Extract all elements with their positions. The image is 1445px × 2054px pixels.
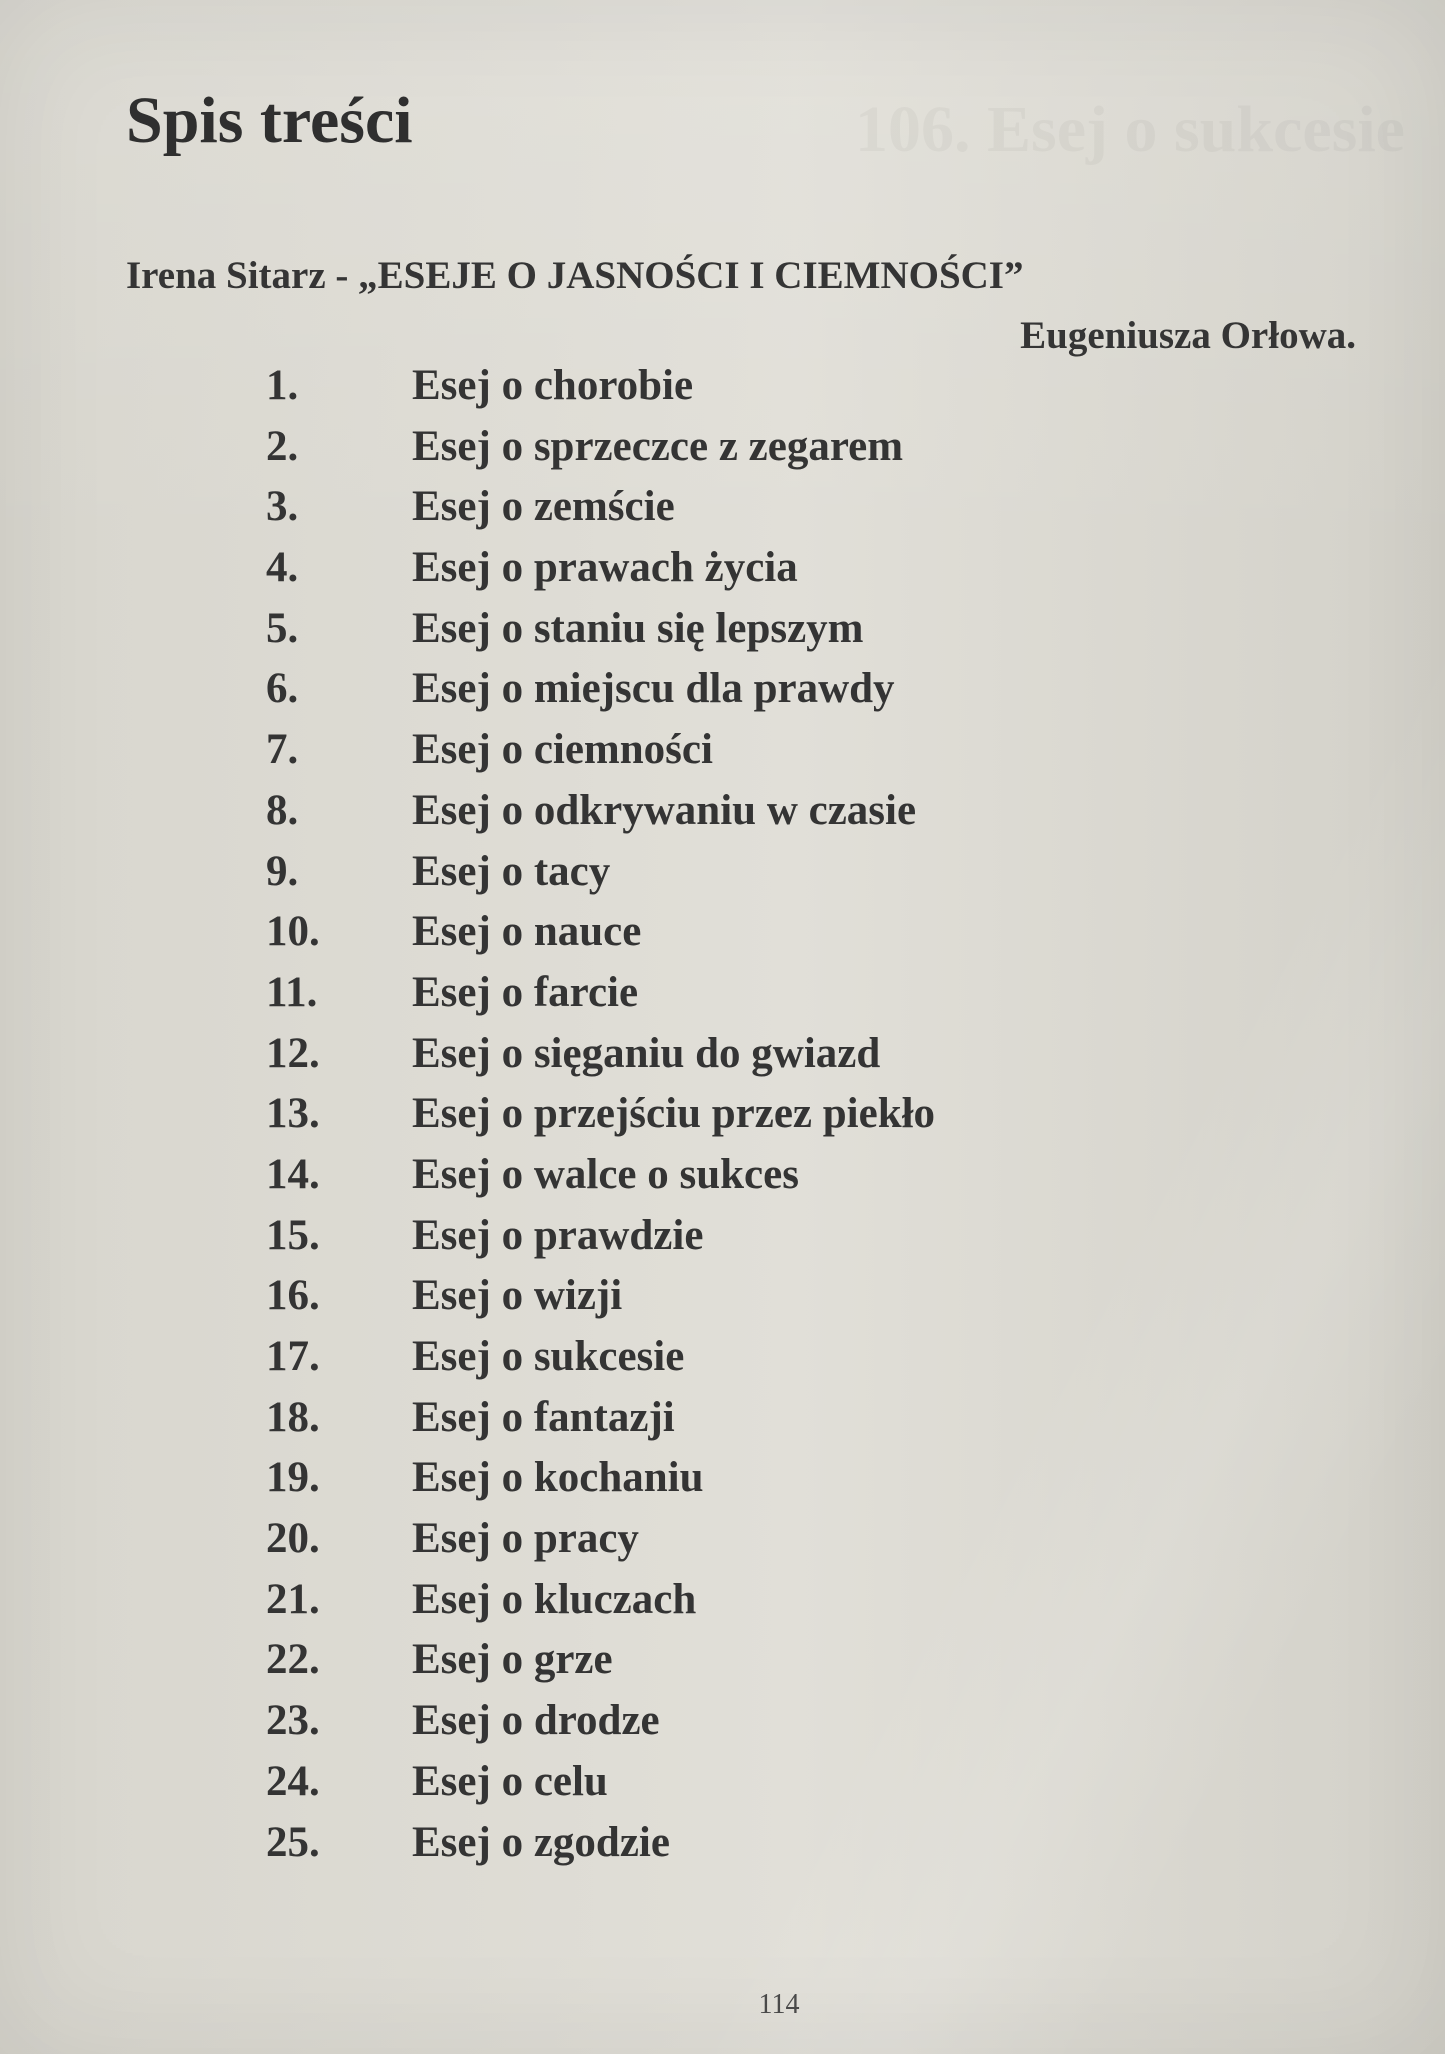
toc-title: Esej o staniu się lepszym xyxy=(412,604,864,652)
toc-entry-15 xyxy=(266,1211,1126,1275)
toc-title: Esej o wizji xyxy=(412,1272,623,1320)
toc-title: Esej o sięganiu do gwiazd xyxy=(412,1029,881,1077)
toc-entry-22 xyxy=(266,1638,1126,1699)
toc-entry-21 xyxy=(266,1575,1126,1639)
toc-title: Esej o fantazji xyxy=(412,1393,675,1441)
toc-entry-1 xyxy=(266,364,1126,425)
toc-number: 9. xyxy=(266,847,299,895)
toc-number: 20. xyxy=(266,1515,320,1563)
toc-entry-12 xyxy=(266,1029,1126,1093)
toc-title: Esej o drodze xyxy=(412,1697,660,1745)
toc-entry-25 xyxy=(266,1818,1126,1882)
toc-title: Esej o nauce xyxy=(412,908,642,956)
toc-number: 7. xyxy=(266,726,299,774)
toc-number: 15. xyxy=(266,1211,320,1259)
table-of-contents xyxy=(266,364,1126,1881)
toc-number: 18. xyxy=(266,1393,320,1441)
toc-title: Esej o pracy xyxy=(412,1515,639,1563)
toc-title: Esej o prawach życia xyxy=(412,544,798,592)
toc-entry-17 xyxy=(266,1335,1126,1396)
toc-entry-16 xyxy=(266,1274,1126,1335)
toc-number: 2. xyxy=(266,422,299,470)
toc-title: Esej o sprzeczce z zegarem xyxy=(412,422,904,470)
toc-entry-4 xyxy=(266,546,1126,607)
toc-number: 14. xyxy=(266,1150,320,1198)
toc-title: Esej o sukcesie xyxy=(412,1333,685,1380)
toc-entry-11 xyxy=(266,968,1126,1032)
toc-title: Esej o prawdzie xyxy=(412,1211,704,1259)
page-number: 114 xyxy=(758,1989,800,2020)
translator-line: Eugeniusza Orłowa. xyxy=(1020,314,1356,357)
toc-entry-19 xyxy=(266,1456,1126,1517)
toc-entry-5 xyxy=(266,604,1126,668)
toc-number: 23. xyxy=(266,1697,320,1745)
toc-number: 11. xyxy=(266,968,318,1016)
toc-number: 4. xyxy=(266,544,299,592)
toc-title: Esej o kluczach xyxy=(412,1575,697,1623)
toc-title: Esej o tacy xyxy=(412,847,611,895)
show-through-heading xyxy=(855,92,1405,168)
toc-entry-10 xyxy=(266,910,1126,971)
toc-title: Esej o ciemności xyxy=(412,726,713,774)
toc-title: Esej o farcie xyxy=(412,968,639,1016)
toc-number: 1. xyxy=(266,362,299,409)
toc-number: 13. xyxy=(266,1090,320,1138)
toc-entry-2 xyxy=(266,422,1126,486)
toc-number: 22. xyxy=(266,1636,320,1684)
page-title: Spis treści xyxy=(126,84,413,157)
toc-entry-7 xyxy=(266,728,1126,789)
toc-number: 8. xyxy=(266,786,299,834)
toc-title: Esej o miejscu dla prawdy xyxy=(412,665,895,713)
toc-title: Esej o grze xyxy=(412,1636,613,1684)
toc-number: 5. xyxy=(266,604,299,652)
toc-title: Esej o kochaniu xyxy=(412,1454,704,1502)
toc-number: 3. xyxy=(266,483,299,531)
toc-entry-8 xyxy=(266,786,1126,850)
toc-entry-9 xyxy=(266,847,1126,911)
toc-title: Esej o zgodzie xyxy=(412,1818,670,1866)
toc-entry-13 xyxy=(266,1092,1126,1153)
toc-title: Esej o odkrywaniu w czasie xyxy=(412,786,917,834)
toc-entry-20 xyxy=(266,1517,1126,1578)
toc-title: Esej o zemście xyxy=(412,483,675,531)
toc-number: 6. xyxy=(266,665,299,713)
toc-entry-3 xyxy=(266,485,1126,546)
toc-entry-24 xyxy=(266,1757,1126,1821)
toc-number: 25. xyxy=(266,1818,320,1866)
toc-entry-23 xyxy=(266,1699,1126,1760)
author-and-series-line: Irena Sitarz - „ESEJE O JASNOŚCI I CIEMNOŚCI” xyxy=(126,254,1024,297)
toc-number: 19. xyxy=(266,1454,320,1502)
toc-title: Esej o przejściu przez piekło xyxy=(412,1090,936,1138)
toc-number: 21. xyxy=(266,1575,320,1623)
toc-number: 17. xyxy=(266,1333,320,1380)
toc-title: Esej o celu xyxy=(412,1757,608,1805)
toc-title: Esej o chorobie xyxy=(412,362,694,409)
toc-title: Esej o walce o sukces xyxy=(412,1150,799,1198)
toc-number: 12. xyxy=(266,1029,320,1077)
toc-entry-14 xyxy=(266,1150,1126,1214)
toc-entry-6 xyxy=(266,667,1126,728)
toc-number: 24. xyxy=(266,1757,320,1805)
toc-entry-18 xyxy=(266,1393,1126,1457)
toc-number: 10. xyxy=(266,908,320,956)
toc-number: 16. xyxy=(266,1272,320,1320)
